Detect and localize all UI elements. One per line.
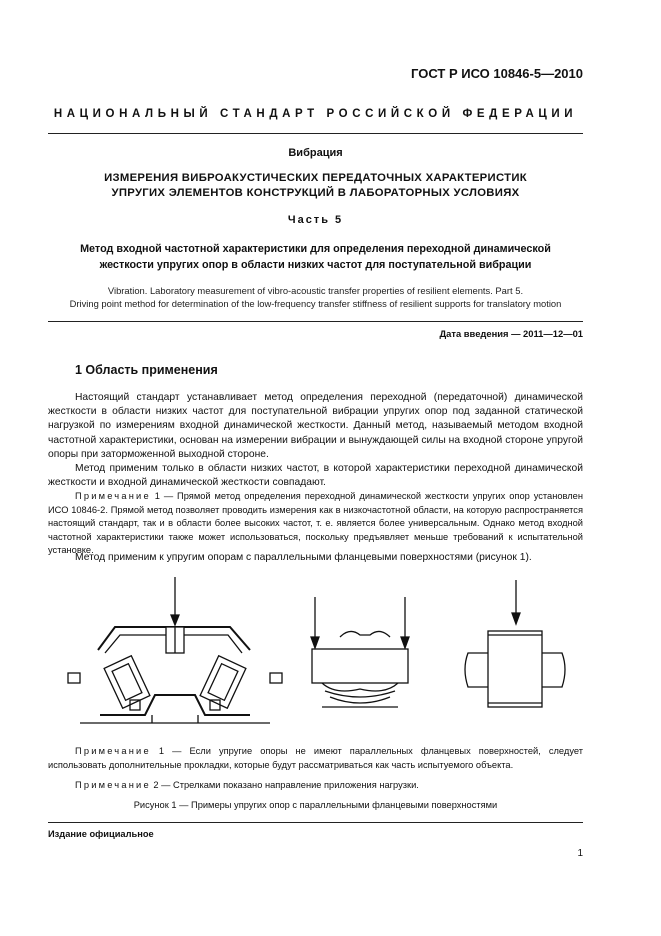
section-heading: 1 Область применения: [75, 363, 218, 377]
note-1: [48, 490, 583, 558]
left-mount: [68, 577, 282, 723]
figure-caption: Рисунок 1 — Примеры упругих опор с параллельными фланцевыми поверхностями: [133, 800, 498, 810]
topic-title: Вибрация: [288, 147, 343, 159]
paragraph-2: Метод применим только в области низких частот, в которой характеристики переходной динамической жесткости и входной динамической жесткости совпадают.: [48, 463, 583, 489]
subtitle: [48, 241, 583, 273]
top-divider: [48, 133, 583, 134]
footer-divider: [48, 822, 583, 823]
figure-1-drawing: [60, 575, 580, 743]
figure-note-2-label: Примечание: [75, 780, 151, 790]
part-label: Часть 5: [287, 214, 344, 226]
note-text: 1 — Прямой метод определения переходной динамической жесткости упругих опор установлен ИСО 10846-2. Прямой метод позволяет проводить измерения как в низкочастотной области, на которую распространяется настоящий стандарт, так и в области более высоких частот, т. е. является более универсальным. Однако метод входной частотной характеристики также может использоваться, поскольку предъявляет меньше требований к испытательной установке.: [48, 491, 583, 555]
right-mount: [465, 580, 565, 707]
main-title-line1: ИЗМЕРЕНИЯ ВИБРОАКУСТИЧЕСКИХ ПЕРЕДАТОЧНЫХ ХАРАКТЕРИСТИК: [104, 172, 527, 184]
figure-note-1-text: 1 — Если упругие опоры не имеют параллельных фланцевых поверхностей, следует использовать дополнительные прокладки, которые будут рассматриваться как часть испытуемого объекта.: [48, 746, 583, 770]
edition-label: Издание официальное: [48, 829, 154, 839]
note-label: Примечание: [75, 491, 151, 501]
figure-note-1-label: Примечание: [75, 746, 151, 756]
middle-mount: [311, 597, 409, 707]
paragraph-3: Метод применим к упругим опорам с параллельными фланцевыми поверхностями (рисунок 1).: [75, 552, 532, 563]
english-title: [30, 284, 601, 310]
english-title-line2: Driving point method for determination of the low-frequency transfer stiffness of resilient supports for translatory motion: [69, 298, 562, 309]
gost-code: ГОСТ Р ИСО 10846-5—2010: [411, 66, 583, 81]
subtitle-line2: жесткости упругих опор в области низких частот для поступательной вибрации: [99, 259, 532, 271]
introduction-date: Дата введения — 2011—12—01: [439, 328, 583, 339]
figure-note-2: [48, 779, 583, 793]
subtitle-line1: Метод входной частотной характеристики для определения переходной динамической: [80, 243, 551, 255]
main-title: [48, 171, 583, 201]
national-standard-banner: НАЦИОНАЛЬНЫЙ СТАНДАРТ РОССИЙСКОЙ ФЕДЕРАЦИИ: [53, 108, 578, 120]
figure-note-2-text: 2 — Стрелками показано направление приложения нагрузки.: [153, 780, 419, 790]
page-number: 1: [577, 848, 583, 859]
mid-divider: [48, 321, 583, 322]
main-title-line2: УПРУГИХ ЭЛЕМЕНТОВ КОНСТРУКЦИЙ В ЛАБОРАТОРНЫХ УСЛОВИЯХ: [111, 187, 520, 199]
figure-note-1: [48, 745, 583, 772]
paragraph-1: Настоящий стандарт устанавливает метод определения переходной (передаточной) динамической жесткости в области низких частот для поступательной вибрации упругих опор под заданной статической нагрузкой по измерениям входной динамической жесткости. Данный метод, называемый методом входной частотной характеристики, основан на измерении вибрации и вынуждающей силы на входной стороне упругой опоры при заторможенной выходной стороне.: [48, 392, 583, 460]
english-title-line1: Vibration. Laboratory measurement of vibro-acoustic transfer properties of resilient elements. Part 5.: [107, 285, 524, 296]
